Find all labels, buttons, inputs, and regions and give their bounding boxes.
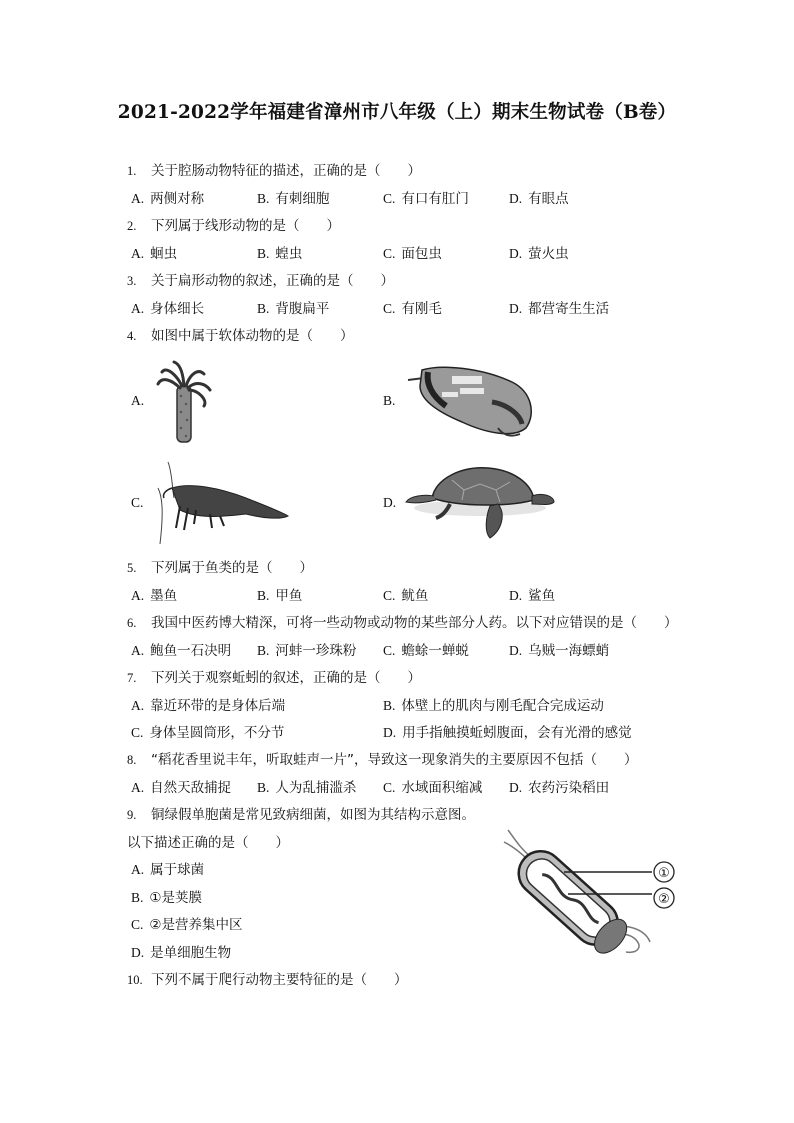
question-number: 1.	[127, 164, 137, 178]
shrimp-image	[150, 458, 295, 548]
page-title: 2021-2022学年福建省漳州市八年级（上）期末生物试卷（B卷）	[117, 102, 677, 123]
question-number: 4.	[127, 329, 137, 343]
option-c: C. 蟾蜍一蝉蜕	[383, 643, 469, 659]
question-number: 5.	[127, 561, 137, 575]
option-c: C. 水域面积缩减	[383, 780, 483, 796]
option-b: B. 甲鱼	[257, 588, 303, 604]
option-b: B. 人为乱捕滥杀	[257, 780, 357, 796]
image-option-a-label: A.	[131, 393, 145, 408]
option-d: D. 有眼点	[509, 191, 569, 207]
option-d: D. 是单细胞生物	[131, 945, 232, 961]
question-text: 下列属于线形动物的是（ ）	[151, 218, 340, 234]
snail-image	[402, 362, 537, 440]
question-9-subtext: 以下描述正确的是（ ）	[127, 835, 289, 851]
question-3	[127, 272, 394, 290]
question-text: 我国中医药博大精深，可将一些动物或动物的某些部分人药。以下对应错误的是（ ）	[151, 615, 678, 631]
option-c: C. 有口有肛门	[383, 191, 469, 207]
question-1	[127, 162, 421, 180]
option-a: A. 两侧对称	[131, 191, 205, 207]
question-text: “稻花香里说丰年，听取蛙声一片”，导致这一现象消失的主要原因不包括（ ）	[151, 752, 638, 768]
question-text: 关于扁形动物的叙述，正确的是（ ）	[151, 273, 394, 289]
question-text: 下列属于鱼类的是（ ）	[151, 560, 313, 576]
question-number: 3.	[127, 274, 137, 288]
question-text: 下列关于观察蚯蚓的叙述，正确的是（ ）	[151, 670, 421, 686]
question-2	[127, 217, 340, 235]
question-4	[127, 327, 354, 345]
option-b: B. ①是荚膜	[131, 890, 202, 906]
hydra-image	[150, 356, 220, 446]
question-text: 关于腔肠动物特征的描述，正确的是（ ）	[151, 163, 421, 179]
option-d: D. 农药污染稻田	[509, 780, 610, 796]
option-b: B. 体壁上的肌肉与刚毛配合完成运动	[383, 698, 604, 714]
image-option-b-label: B.	[383, 393, 396, 408]
option-c: C. ②是营养集中区	[131, 917, 243, 933]
option-a: A. 蛔虫	[131, 246, 178, 262]
question-number: 2.	[127, 219, 137, 233]
option-c: C. 鱿鱼	[383, 588, 429, 604]
option-c: C. 有刚毛	[383, 301, 442, 317]
question-number: 10.	[127, 973, 143, 987]
question-8	[127, 751, 638, 769]
question-number: 7.	[127, 671, 137, 685]
option-a: A. 身体细长	[131, 301, 205, 317]
question-10	[127, 971, 408, 989]
bacterium-diagram	[494, 818, 694, 958]
image-option-d-label: D.	[383, 495, 397, 510]
option-a: A. 自然天敌捕捉	[131, 780, 232, 796]
option-d: D. 鲨鱼	[509, 588, 556, 604]
label-1: ①	[658, 866, 670, 881]
option-d: D. 萤火虫	[509, 246, 569, 262]
question-5	[127, 559, 313, 577]
option-b: B. 有刺细胞	[257, 191, 330, 207]
question-text: 下列不属于爬行动物主要特征的是（ ）	[151, 972, 408, 988]
option-b: B. 背腹扁平	[257, 301, 330, 317]
option-a: A. 属于球菌	[131, 862, 205, 878]
question-text: 铜绿假单胞菌是常见致病细菌，如图为其结构示意图。	[151, 807, 475, 823]
question-number: 9.	[127, 808, 137, 822]
option-a: A. 靠近环带的是身体后端	[131, 698, 286, 714]
option-b: B. 河蚌一珍珠粉	[257, 643, 357, 659]
question-number: 8.	[127, 753, 137, 767]
question-7	[127, 669, 421, 687]
question-9	[127, 806, 475, 824]
label-2: ②	[658, 892, 670, 907]
option-c: C. 身体呈圆筒形，不分节	[131, 725, 285, 741]
option-a: A. 墨鱼	[131, 588, 178, 604]
question-text: 如图中属于软体动物的是（ ）	[151, 328, 354, 344]
option-b: B. 蝗虫	[257, 246, 303, 262]
option-d: D. 都营寄生生活	[509, 301, 610, 317]
image-option-c-label: C.	[131, 495, 144, 510]
option-c: C. 面包虫	[383, 246, 442, 262]
option-d: D. 乌贼一海螵蛸	[509, 643, 610, 659]
question-number: 6.	[127, 616, 137, 630]
question-6	[127, 614, 678, 632]
option-d: D. 用手指触摸蚯蚓腹面，会有光滑的感觉	[383, 725, 632, 741]
option-a: A. 鲍鱼一石决明	[131, 643, 232, 659]
turtle-image	[402, 460, 562, 542]
